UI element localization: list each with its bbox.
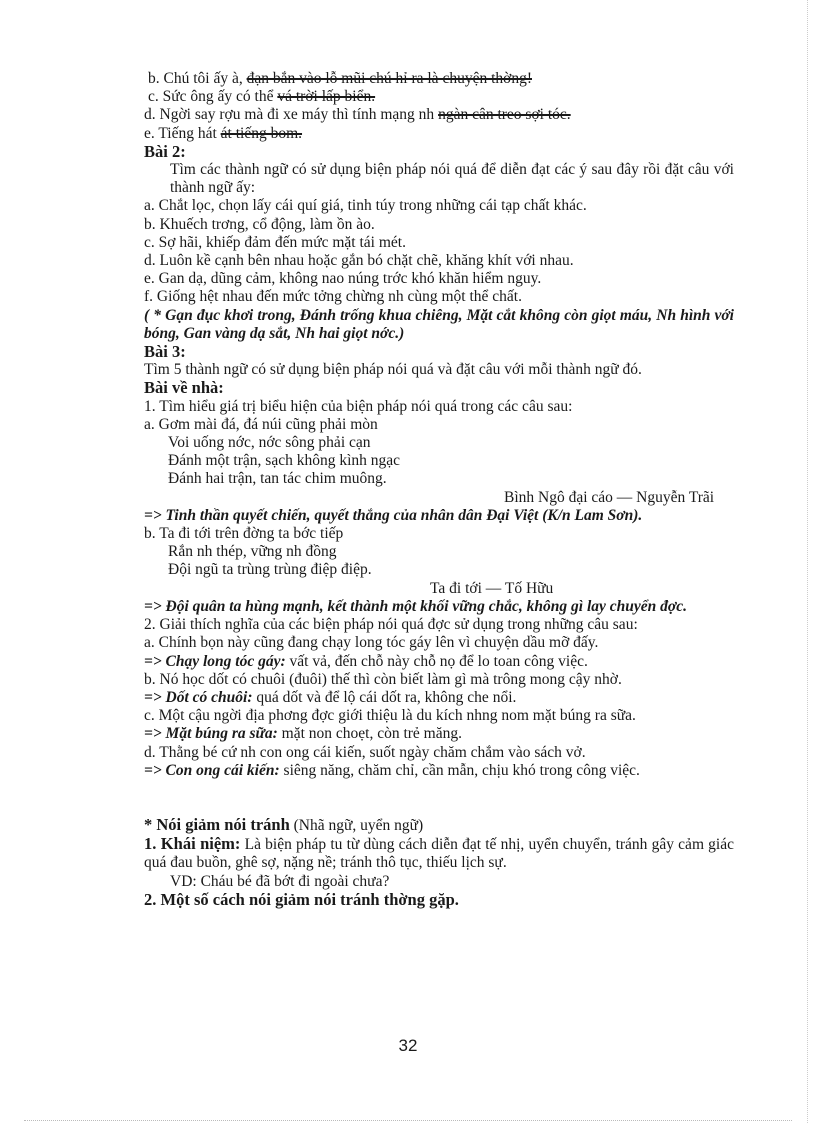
heading-cach-noi-part-0: 2. Một số cách nói giảm nói tránh thờng gặp.: [144, 889, 459, 909]
side-divider: [807, 0, 808, 1123]
ex-c-part-0: c. Một cậu ngời địa phơng đợc giới thiệu là du kích nhng nom mặt búng ra sữa.: [144, 707, 636, 725]
homework-2: [144, 616, 734, 634]
definition-part-1: Là biện pháp tu từ dùng cách diễn đạt tế nhị, uyển chuyển, tránh gây cảm giác quá đau buồn, ghê sợ, nặng nề; tránh thô tục, thiếu lịch sự.: [144, 836, 734, 872]
poem-a-2-part-0: Voi uống nớc, nớc sông phải cạn: [168, 434, 371, 452]
ex-d-answer-part-1: siêng năng, chăm chỉ, cần mẫn, chịu khó trong công việc.: [279, 761, 640, 779]
page-content: [144, 70, 734, 909]
bai-2-a: [144, 197, 734, 215]
heading-noi-giam-part-1: (Nhã ngữ, uyển ngữ): [289, 816, 424, 834]
bai-2-c-part-0: c. Sợ hãi, khiếp đảm đến mức mặt tái mét.: [144, 233, 406, 251]
bai-2-b: [144, 216, 734, 234]
poem-a-3-part-0: Đánh một trận, sạch không kình ngạc: [168, 452, 401, 470]
heading-bai-3-part-0: Bài 3:: [144, 342, 186, 362]
item-b: [144, 70, 734, 88]
ex-d: [144, 744, 734, 762]
bai-2-answer-part-0: ( * Gạn đục khơi trong, Đánh trống khua chiêng, Mặt cắt không còn giọt máu, Nh hình với bóng, Gan vàng dạ sắt, Nh hai giọt nớc.): [144, 306, 734, 342]
poem-b-3-part-0: Đội ngũ ta trùng trùng điệp điệp.: [168, 561, 372, 579]
item-d-part-1: ngàn cân treo sợi tóc.: [438, 106, 571, 124]
poem-b-source-part-0: Ta đi tới — Tố Hữu: [430, 579, 554, 597]
heading-bai-2-part-0: Bài 2:: [144, 141, 186, 161]
gap: [144, 780, 734, 816]
ex-c-answer-part-0: => Mặt búng ra sữa:: [144, 725, 278, 743]
ex-a-part-0: a. Chính bọn này cũng đang chạy long tóc gáy lên vì chuyện dầu mỡ đấy.: [144, 634, 599, 652]
poem-a-1: [144, 416, 734, 434]
ex-d-answer-part-0: => Con ong cái kiến:: [144, 761, 280, 779]
ex-b: [144, 671, 734, 689]
bai-2-prompt: [144, 161, 734, 197]
homework-2-part-0: 2. Giải thích nghĩa của các biện pháp nói quá đợc sử dụng trong những câu sau:: [144, 616, 638, 634]
bai-3-prompt: [144, 361, 734, 379]
poem-a-4: [144, 470, 734, 488]
poem-a-answer-part-0: => Tinh thần quyết chiến, quyết thắng của nhân dân Đại Việt (K/n Lam Sơn).: [144, 506, 643, 524]
heading-bai-ve-nha-part-0: Bài về nhà:: [144, 378, 224, 398]
item-b-part-0: b. Chú tôi ấy à,: [148, 70, 247, 87]
poem-b-source: [144, 580, 734, 598]
example-vd: [144, 873, 734, 891]
definition: [144, 835, 734, 872]
homework-1-part-0: 1. Tìm hiểu giá trị biểu hiện của biện pháp nói quá trong các câu sau:: [144, 397, 573, 415]
poem-b-answer: [144, 598, 734, 616]
ex-d-answer: [144, 762, 734, 780]
poem-a-answer: [144, 507, 734, 525]
item-e-part-1: át tiếng bom.: [220, 124, 303, 142]
heading-bai-ve-nha: [144, 379, 734, 397]
bai-2-a-part-0: a. Chắt lọc, chọn lấy cái quí giá, tinh túy trong những cái tạp chất khác.: [144, 197, 587, 215]
bai-2-b-part-0: b. Khuếch trơng, cổ động, làm ồn ào.: [144, 215, 375, 233]
ex-a-answer-part-0: => Chạy long tóc gáy:: [144, 652, 286, 670]
item-b-part-1: đạn bắn vào lỗ mũi chú hỉ ra là chuyện thờng!: [246, 70, 532, 87]
bai-2-c: [144, 234, 734, 252]
bai-2-answer: [144, 307, 734, 343]
bai-2-e: [144, 270, 734, 288]
poem-a-2: [144, 434, 734, 452]
poem-b-3: [144, 561, 734, 579]
footer-divider: [24, 1120, 792, 1121]
bai-2-e-part-0: e. Gan dạ, dũng cảm, không nao núng trớc khó khăn hiểm nguy.: [144, 270, 542, 288]
poem-b-answer-part-0: => Đội quân ta hùng mạnh, kết thành một khối vững chắc, không gì lay chuyển đợc.: [144, 597, 687, 615]
ex-a: [144, 634, 734, 652]
item-e: [144, 125, 734, 143]
item-d-part-0: d. Ngời say rợu mà đi xe máy thì tính mạng nh: [144, 106, 439, 124]
definition-part-0: 1. Khái niệm:: [144, 834, 241, 854]
bai-2-f: [144, 288, 734, 306]
poem-a-4-part-0: Đánh hai trận, tan tác chim muông.: [168, 470, 387, 488]
ex-a-answer-part-1: vất vả, đến chỗ này chỗ nọ để lo toan công việc.: [285, 652, 588, 670]
ex-c-answer-part-1: mặt non choẹt, còn trẻ măng.: [277, 725, 462, 743]
heading-noi-giam-part-0: * Nói giảm nói tránh: [144, 814, 290, 834]
item-c: [144, 88, 734, 106]
ex-d-part-0: d. Thằng bé cứ nh con ong cái kiến, suốt ngày chăm chắm vào sách vở.: [144, 743, 586, 761]
page-number: 32: [398, 1036, 418, 1055]
ex-a-answer: [144, 653, 734, 671]
example-vd-part-0: VD: Cháu bé đã bớt đi ngoài chưa?: [170, 872, 390, 890]
item-e-part-0: e. Tiếng hát: [144, 124, 221, 142]
poem-b-2-part-0: Rắn nh thép, vững nh đồng: [168, 543, 337, 561]
bai-2-d: [144, 252, 734, 270]
poem-b-1: [144, 525, 734, 543]
heading-bai-3: [144, 343, 734, 361]
bai-2-prompt-part-0: Tìm các thành ngữ có sử dụng biện pháp nói quá để diễn đạt các ý sau đây rồi đặt câu với thành ngữ ấy:: [170, 161, 734, 197]
heading-noi-giam: [144, 816, 734, 835]
bai-2-f-part-0: f. Giống hệt nhau đến mức tởng chừng nh cùng một thể chất.: [144, 288, 522, 306]
item-d: [144, 106, 734, 124]
ex-c-answer: [144, 725, 734, 743]
heading-cach-noi: [144, 891, 734, 909]
bai-3-prompt-part-0: Tìm 5 thành ngữ có sử dụng biện pháp nói quá và đặt câu với mỗi thành ngữ đó.: [144, 361, 642, 379]
poem-a-source: [144, 489, 734, 507]
poem-b-1-part-0: b. Ta đi tới trên đờng ta bớc tiếp: [144, 525, 344, 543]
homework-1: [144, 398, 734, 416]
ex-c: [144, 707, 734, 725]
item-c-part-1: vá trời lấp biển.: [277, 88, 376, 106]
ex-b-answer-part-0: => Dốt có chuôi:: [144, 688, 253, 706]
poem-a-1-part-0: a. Gơm mài đá, đá núi cũng phải mòn: [144, 415, 378, 433]
item-c-part-0: c. Sức ông ấy có thể: [148, 88, 278, 106]
ex-b-answer: [144, 689, 734, 707]
heading-bai-2: [144, 143, 734, 161]
poem-b-2: [144, 543, 734, 561]
ex-b-part-0: b. Nó học dốt có chuôi (đuôi) thế thì còn biết làm gì mà trông mong cậy nhờ.: [144, 670, 622, 688]
poem-a-3: [144, 452, 734, 470]
poem-a-source-part-0: Bình Ngô đại cáo — Nguyễn Trãi: [504, 488, 715, 506]
ex-b-answer-part-1: quá dốt và để lộ cái dốt ra, không che nổi.: [252, 688, 517, 706]
bai-2-d-part-0: d. Luôn kề cạnh bên nhau hoặc gắn bó chặt chẽ, khăng khít với nhau.: [144, 252, 574, 270]
